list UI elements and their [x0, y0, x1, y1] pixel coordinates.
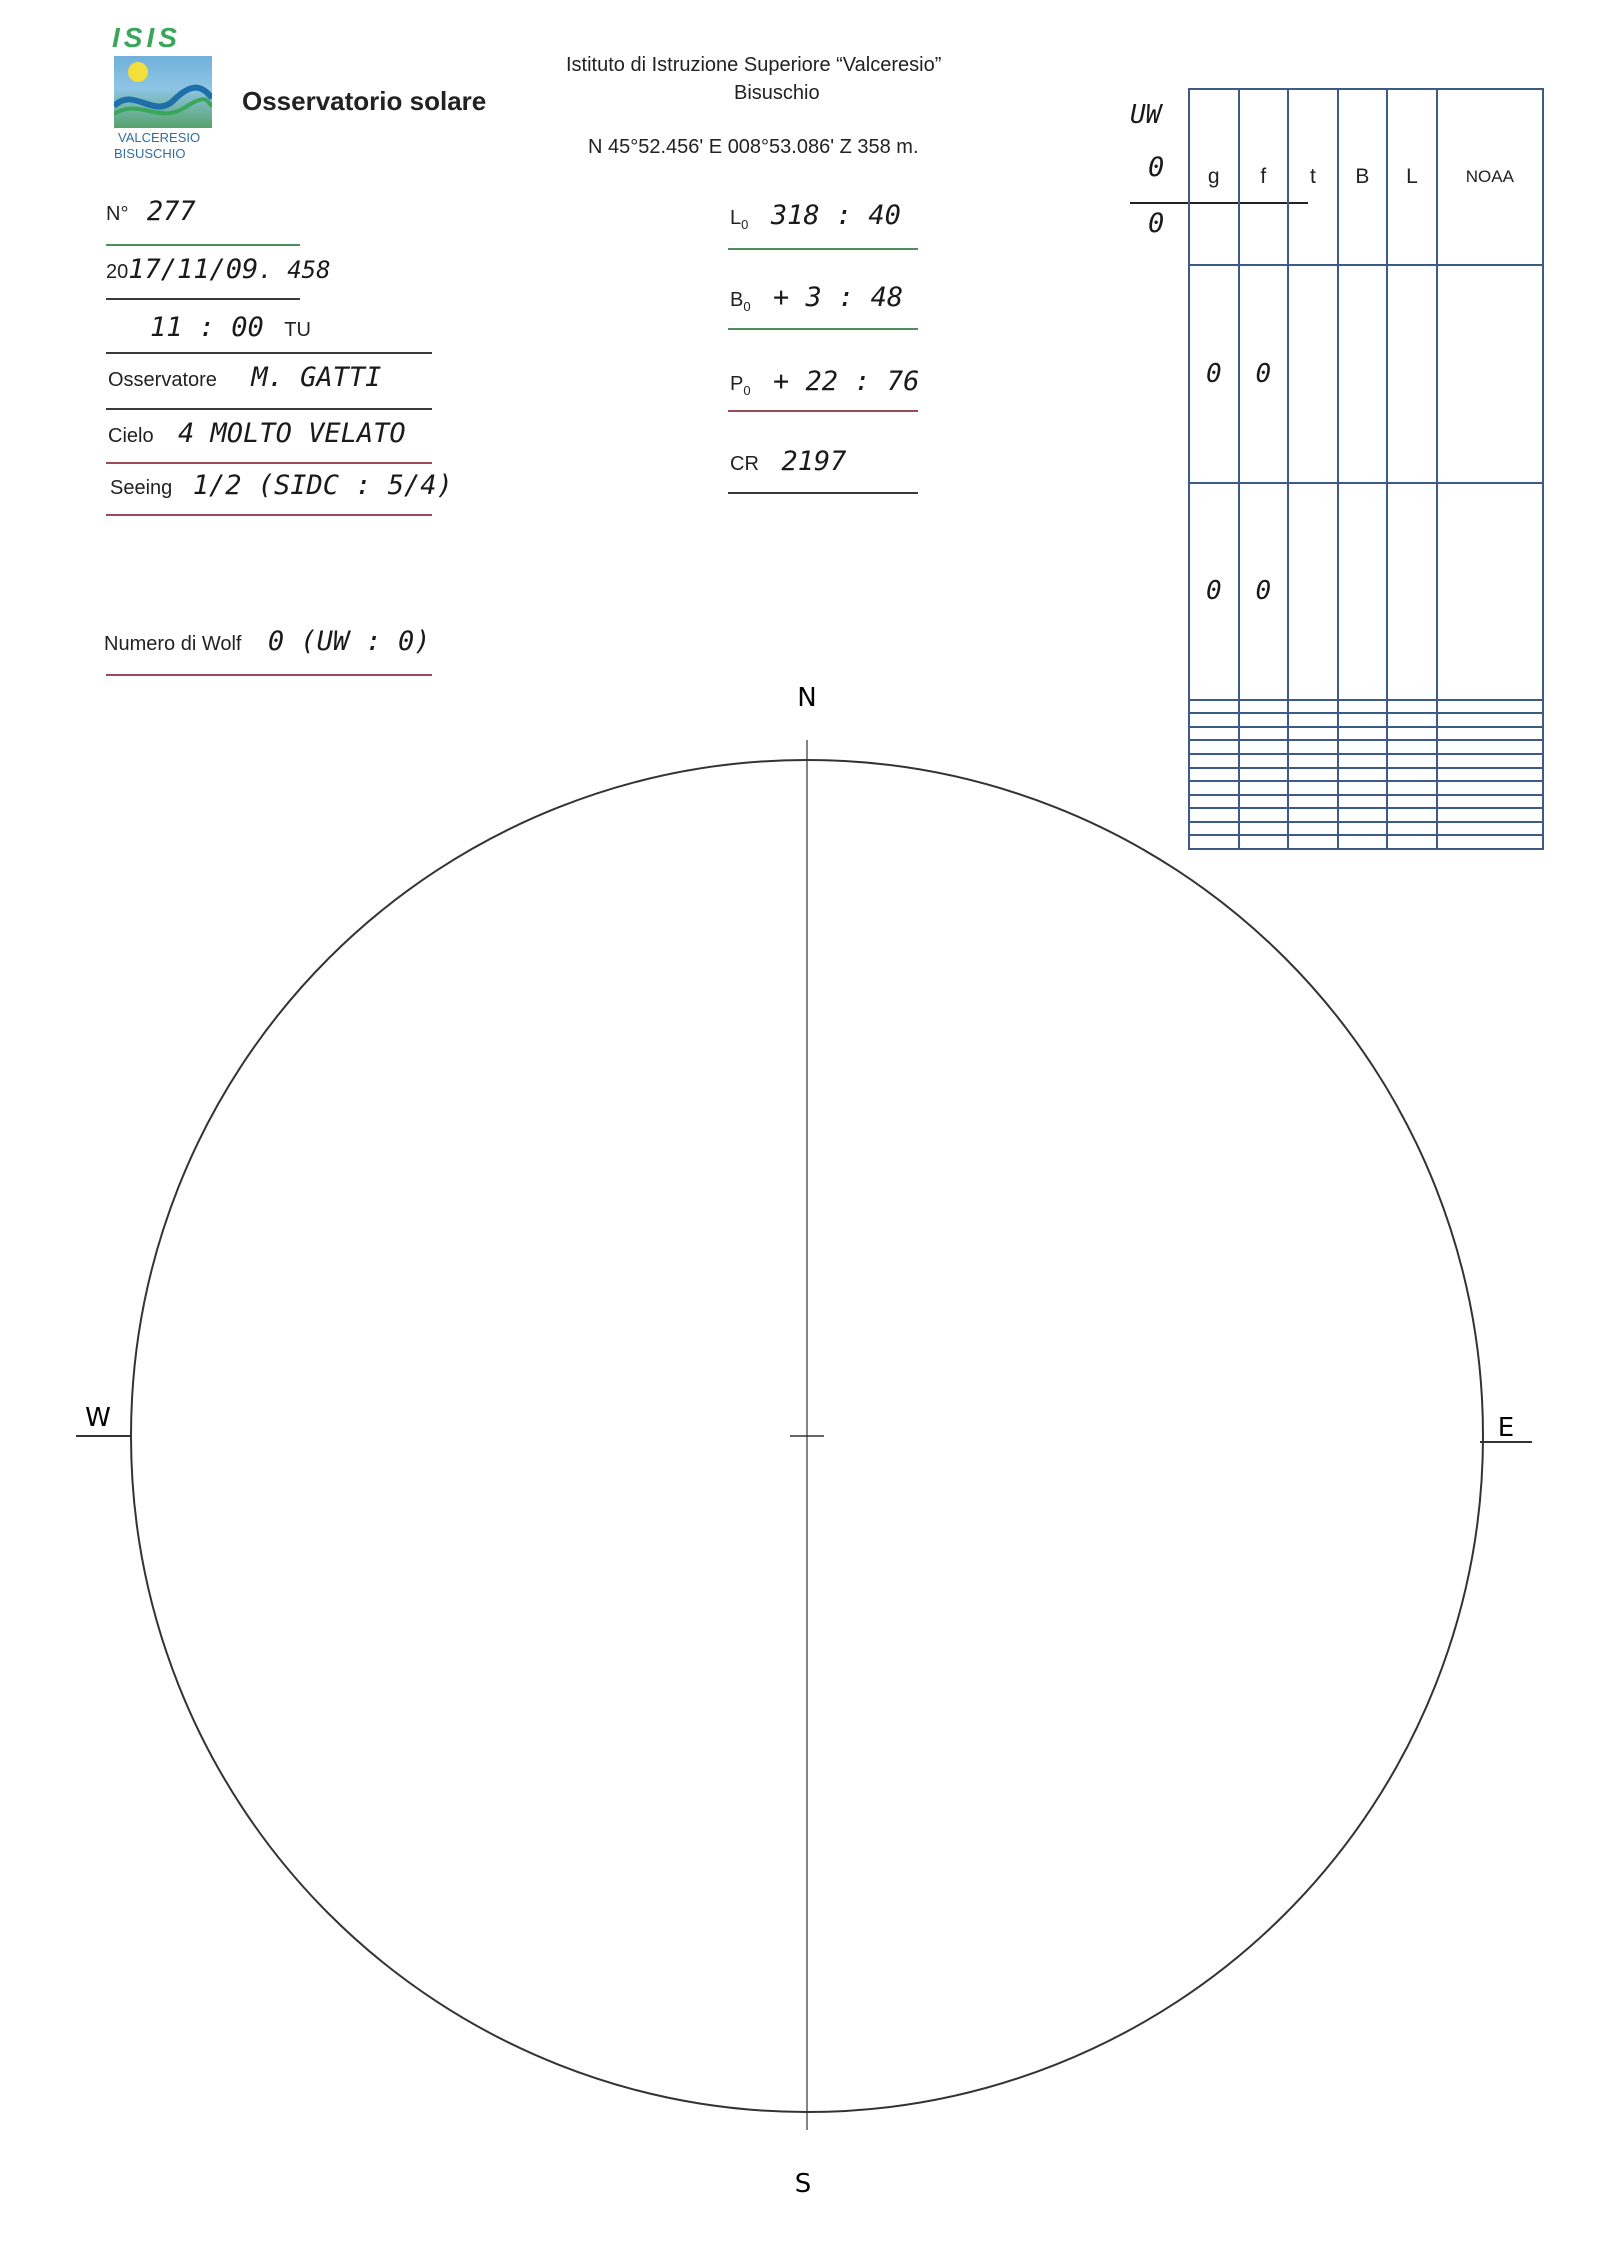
seeing-label: Seeing — [110, 477, 173, 499]
north-label: N — [797, 683, 817, 713]
logo-wordmark: ISIS — [112, 22, 181, 53]
observatory-coordinates: N 45°52.456' E 008°53.086' Z 358 m. — [588, 136, 919, 158]
observer-value: M. GATTI — [251, 362, 382, 393]
time-value: 11 : 00 — [150, 312, 264, 343]
south-label: S — [794, 2169, 812, 2199]
institute-town: Bisuschio — [734, 82, 820, 104]
cr-value: 2197 — [781, 446, 847, 477]
institute-name: Istituto di Istruzione Superiore “Valceresio” — [566, 54, 942, 76]
column-header: B — [1338, 89, 1388, 265]
table-cell[interactable]: 0 — [1189, 483, 1239, 700]
column-header: t — [1288, 89, 1338, 265]
number-value: 277 — [146, 196, 196, 227]
column-header: f — [1239, 89, 1289, 265]
date-value: 17/11/09 — [128, 254, 259, 285]
table-cell[interactable]: 0 — [1239, 265, 1289, 482]
east-label: E — [1497, 1413, 1515, 1443]
b0-value: + 3 : 48 — [773, 282, 904, 313]
l0-value: 318 : 40 — [770, 200, 901, 231]
b0-label: $B_0$ — [730, 289, 751, 314]
page-title: Osservatorio solare — [242, 86, 487, 116]
seeing-value: 1/2 (SIDC : 5/4) — [192, 470, 453, 501]
column-header: L — [1387, 89, 1437, 265]
number-label: N° — [106, 203, 129, 225]
date-fraction: . 458 — [258, 256, 331, 284]
table-cell[interactable]: 0 — [1189, 265, 1239, 482]
date-prefix: 20 — [106, 261, 129, 283]
uw-value: 0 — [1148, 152, 1165, 183]
observer-label: Osservatore — [108, 369, 217, 391]
p0-value: + 22 : 76 — [773, 366, 920, 397]
column-header: NOAA — [1437, 89, 1543, 265]
logo-subtitle-town: BISUSCHIO — [114, 146, 186, 161]
west-label: W — [85, 1403, 111, 1433]
sky-label: Cielo — [108, 425, 154, 447]
table-cell[interactable]: 0 — [1239, 483, 1289, 700]
sky-value: 4 MOLTO VELATO — [178, 418, 406, 449]
p0-label: $P_0$ — [730, 373, 751, 398]
cr-label: CR — [730, 453, 759, 475]
time-unit: TU — [284, 319, 311, 341]
l0-label: $L_0$ — [730, 207, 749, 232]
wolf-value: 0 (UW : 0) — [267, 626, 431, 657]
wolf-label: Numero di Wolf — [104, 633, 242, 655]
uw-column-header: UW — [1130, 100, 1162, 130]
column-header: g — [1189, 89, 1239, 265]
logo-subtitle: VALCERESIO — [118, 130, 201, 145]
uw-value: 0 — [1148, 208, 1165, 239]
